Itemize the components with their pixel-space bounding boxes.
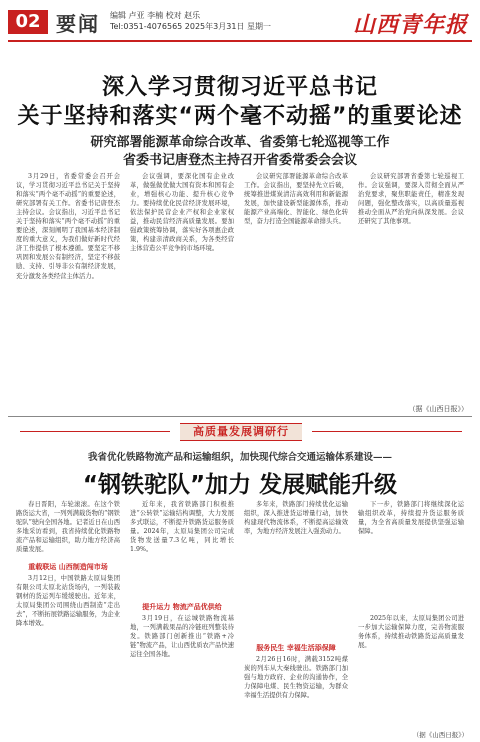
- article1-headline-line1: 深入学习贯彻习近平总书记: [101, 75, 378, 100]
- article1-column-3: [244, 172, 348, 400]
- article1-byline: （据《山西日报》）: [408, 405, 468, 413]
- page-number-badge: 02: [8, 10, 48, 34]
- article1-column-4: [358, 172, 464, 400]
- editor-credits: 编辑 卢亚 李楠 校对 赵乐: [110, 11, 201, 20]
- newspaper-logo: 山西青年报: [352, 12, 468, 38]
- paragraph: 春日晋阳，车轮滚滚。在这个铁路货运大省，一列列满载货物的“钢铁驼队”驶向全国各地。记者近日在山西多地采访看到，我省持续优化铁路物流产品和运输组织，助力地方经济高质量发展。: [16, 501, 120, 554]
- article2-column-3b: [244, 655, 348, 727]
- paragraph: 2月26日16时，满载3152吨煤炭的列车从大秦线驶出。铁路部门加强与地方政府、企业的沟通协作，全力保障电煤、民生物资运输，为群众幸福生活提供有力保障。: [244, 656, 348, 700]
- article2-byline: （据《山西日报》）: [412, 731, 468, 739]
- article1-column-2: [130, 172, 234, 400]
- article2-column-1a: [16, 500, 120, 558]
- article2-headline: “钢铁驼队”加力 发展赋能升级: [82, 472, 398, 498]
- paragraph: 3月29日，省委常委会召开会议，学习贯彻习近平总书记关于坚持和落实“两个毫不动摇”的重要论述，研究部署有关工作。省委书记唐登杰主持会议。会议指出，习近平总书记关于坚持和落实“两个毫不动摇”的重要论述，深刻阐明了我国基本经济制度的重大意义，为我们做好新时代经济工作提供了根本遵循。要坚定不移巩固和发展公有制经济，坚定不移鼓励、支持、引导非公有制经济发展，充分激发各类经营主体活力。: [16, 173, 120, 280]
- article2-subhead-b: 提升运力 物流产品优供给: [142, 603, 222, 611]
- article1-column-1: [16, 172, 120, 400]
- article2-column-4b: [358, 614, 464, 726]
- masthead-meta: [110, 10, 271, 32]
- paragraph: 会议研究部署省委第七轮巡视工作。会议强调，要深入贯彻全面从严治党要求，聚焦职能责任，精准发现问题，强化整改落实，以高质量巡视推动全面从严治党向纵深发展。会议还研究了其他事项。: [358, 173, 464, 226]
- article2-column-2a: [130, 500, 234, 596]
- masthead: [0, 0, 480, 44]
- article2-column-2b: [130, 614, 234, 726]
- paragraph: 下一步，铁路部门将继续深化运输组织改革，持续提升货运服务质量，为全省高质量发展提供坚强运输保障。: [358, 501, 464, 536]
- section-divider: [8, 416, 472, 417]
- feature-band-label: 高质量发展调研行: [180, 423, 302, 441]
- phone-date: Tel:0351-4076565 2025年3月31日 星期一: [110, 22, 271, 31]
- article2-intro: 我省优化铁路物流产品和运输组织，加快现代综合交通运输体系建设——: [87, 452, 392, 463]
- article1-subhead-line1: 研究部署能源革命综合改革、省委第七轮巡视等工作: [90, 135, 390, 150]
- article2-column-1b: [16, 574, 120, 724]
- article2-subhead-c: 服务民生 幸福生活添保障: [256, 644, 336, 652]
- paragraph: 会议研究部署能源革命综合改革工作。会议指出，要坚持先立后破，统筹推进煤炭清洁高效利用和新能源发展，加快建设新型能源体系，推动能源产业高端化、智能化、绿色化转型，奋力打造全国能源革命排头兵。: [244, 173, 348, 226]
- article2-subhead-a: 重载联运 山西制造闯市场: [28, 563, 108, 571]
- paragraph: 2025年以来，太原局集团公司进一步加大运输保障力度，完善物流服务体系，持续推动铁路货运高质量发展。: [358, 615, 464, 650]
- paragraph: 多年来，铁路部门持续优化运输组织，深入推进货运增量行动，加快构建现代物流体系，不断提高运输效率，为地方经济发展注入强劲动力。: [244, 501, 348, 536]
- paragraph: 近年来，我省铁路部门积极推进“公转铁”运输结构调整，大力发展多式联运，不断提升铁路货运服务质量。2024年，太原局集团公司完成货物发送量7.3亿吨，同比增长1.9%。: [130, 501, 234, 554]
- article2-column-3a: [244, 500, 348, 638]
- article2-column-4a: [358, 500, 464, 610]
- band-rule-left: [20, 431, 170, 432]
- paragraph: 3月19日，在运城铁路物流基地，一列满载果品的冷链班列整装待发。铁路部门创新推出“铁路+冷链”物流产品，让山西优质农产品快速运往全国各地。: [130, 615, 234, 659]
- paragraph: 3月12日，中国铁路太原局集团有限公司太原北站货场内，一列装载钢材的货运列车缓缓驶出。近年来，太原局集团公司围绕山西制造“走出去”，不断拓展铁路运输服务，为企业降本增效。: [16, 575, 120, 628]
- article1-subhead-line2: 省委书记唐登杰主持召开省委常委会会议: [122, 153, 357, 168]
- paragraph: 会议强调，要深化国有企业改革，做强做优做大国有资本和国有企业，增强核心功能、提升核心竞争力。要持续优化民营经济发展环境，依法保护民营企业产权和企业家权益，推动民营经济高质量发展。要加强政策统筹协调，落实好各项惠企政策，构建亲清政商关系，为各类经营主体营造公平竞争的市场环境。: [130, 173, 234, 253]
- section-name: 要闻: [56, 12, 100, 36]
- band-rule-right: [312, 431, 462, 432]
- masthead-rule: [8, 40, 472, 42]
- article1-headline-line2: 关于坚持和落实“两个毫不动摇”的重要论述: [17, 104, 463, 129]
